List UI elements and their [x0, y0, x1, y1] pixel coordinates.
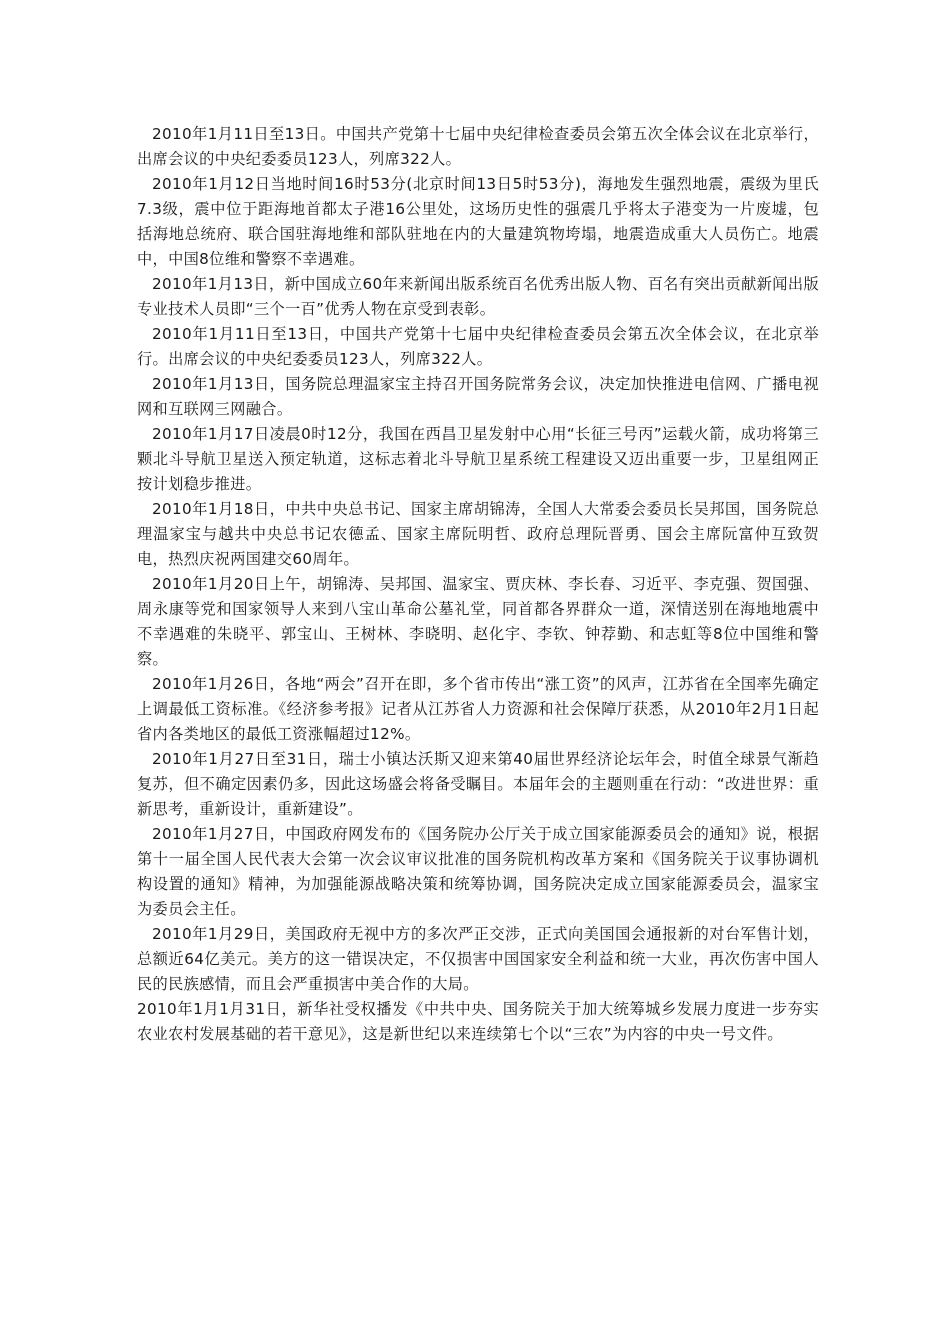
paragraph-13: 2010年1月1月31日，新华社受权播发《中共中央、国务院关于加大统筹城乡发展力度进一步夯实农业农村发展基础的若干意见》，这是新世纪以来连续第七个以“三农”为内容的中央一号文件。: [137, 1000, 819, 1043]
document-body: [137, 122, 819, 1047]
paragraph-1: 2010年1月11日至13日。中国共产党第十七届中央纪律检查委员会第五次全体会议在北京举行，出席会议的中央纪委委员123人，列席322人。: [137, 125, 819, 168]
paragraph-12: 2010年1月29日，美国政府无视中方的多次严正交涉，正式向美国国会通报新的对台军售计划，总额近64亿美元。美方的这一错误决定，不仅损害中国国家安全利益和统一大业，再次伤害中国人民的民族感情，而且会严重损害中美合作的大局。: [137, 925, 819, 993]
paragraph-11: 2010年1月27日，中国政府网发布的《国务院办公厅关于成立国家能源委员会的通知》说，根据第十一届全国人民代表大会第一次会议审议批准的国务院机构改革方案和《国务院关于议事协调机构设置的通知》精神，为加强能源战略决策和统筹协调，国务院决定成立国家能源委员会，温家宝为委员会主任。: [137, 825, 819, 918]
paragraph-2: 2010年1月12日当地时间16时53分(北京时间13日5时53分)，海地发生强烈地震，震级为里氏7.3级，震中位于距海地首都太子港16公里处，这场历史性的强震几乎将太子港变为一片废墟，包括海地总统府、联合国驻海地维和部队驻地在内的大量建筑物垮塌，地震造成重大人员伤亡。地震中，中国8位维和警察不幸遇难。: [137, 175, 819, 268]
paragraph-5: 2010年1月13日，国务院总理温家宝主持召开国务院常务会议，决定加快推进电信网、广播电视网和互联网三网融合。: [137, 375, 819, 418]
paragraph-8: 2010年1月20日上午，胡锦涛、吴邦国、温家宝、贾庆林、李长春、习近平、李克强、贺国强、周永康等党和国家领导人来到八宝山革命公墓礼堂，同首都各界群众一道，深情送别在海地地震中不幸遇难的朱晓平、郭宝山、王树林、李晓明、赵化宇、李钦、钟荐勤、和志虹等8位中国维和警察。: [137, 575, 819, 668]
paragraph-9: 2010年1月26日，各地“两会”召开在即，多个省市传出“涨工资”的风声，江苏省在全国率先确定上调最低工资标准。《经济参考报》记者从江苏省人力资源和社会保障厅获悉，从2010年2月1日起省内各类地区的最低工资涨幅超过12%。: [137, 675, 819, 743]
paragraph-10: 2010年1月27日至31日，瑞士小镇达沃斯又迎来第40届世界经济论坛年会，时值全球景气渐趋复苏，但不确定因素仍多，因此这场盛会将备受瞩目。本届年会的主题则重在行动：“改进世界：重新思考，重新设计，重新建设”。: [137, 750, 819, 818]
paragraph-3: 2010年1月13日，新中国成立60年来新闻出版系统百名优秀出版人物、百名有突出贡献新闻出版专业技术人员即“三个一百”优秀人物在京受到表彰。: [137, 275, 819, 318]
paragraph-4: 2010年1月11日至13日，中国共产党第十七届中央纪律检查委员会第五次全体会议，在北京举行。出席会议的中央纪委委员123人，列席322人。: [137, 325, 819, 368]
paragraph-6: 2010年1月17日凌晨0时12分，我国在西昌卫星发射中心用“长征三号丙”运载火箭，成功将第三颗北斗导航卫星送入预定轨道，这标志着北斗导航卫星系统工程建设又迈出重要一步，卫星组网正按计划稳步推进。: [137, 425, 819, 493]
paragraph-7: 2010年1月18日，中共中央总书记、国家主席胡锦涛，全国人大常委会委员长吴邦国，国务院总理温家宝与越共中央总书记农德孟、国家主席阮明哲、政府总理阮晋勇、国会主席阮富仲互致贺电，热烈庆祝两国建交60周年。: [137, 500, 819, 568]
